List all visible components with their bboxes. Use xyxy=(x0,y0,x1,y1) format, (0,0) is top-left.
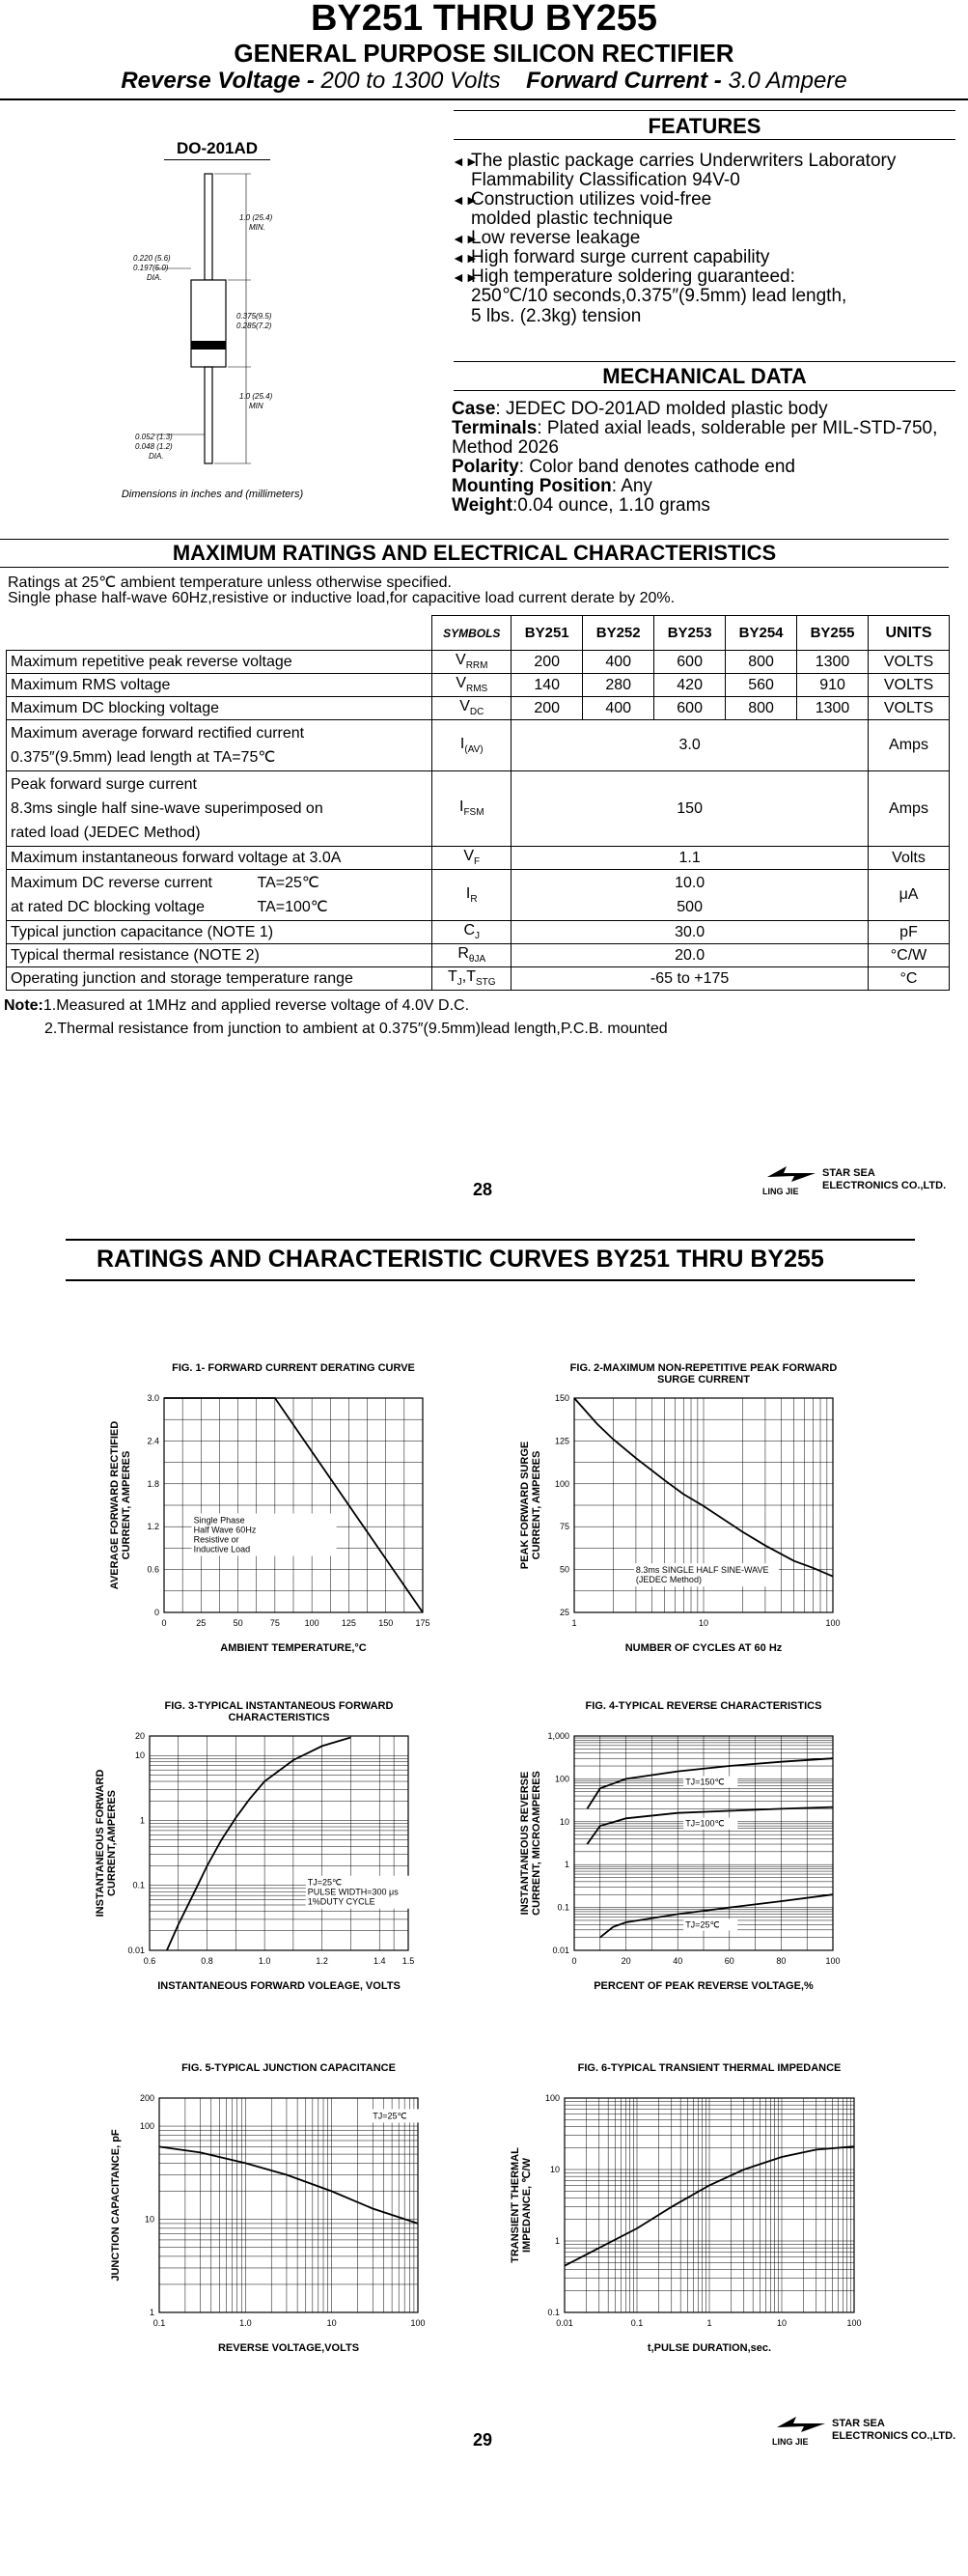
x-tick-label: 10 xyxy=(776,2318,788,2328)
x-axis-label: NUMBER OF CYCLES AT 60 Hz xyxy=(624,1642,783,1654)
x-tick-label: 175 xyxy=(415,1618,430,1628)
x-axis-label: INSTANTANEOUS FORWARD VOLEAGE, VOLTS xyxy=(157,1980,401,1992)
x-tick-label: 0 xyxy=(571,1956,577,1966)
dim-lead-dia-label: DIA. xyxy=(149,452,164,461)
dim-body-dia-2: 0.197(5.0) xyxy=(133,264,169,272)
series-line xyxy=(167,1738,351,1951)
page-title: BY251 THRU BY255 xyxy=(310,0,658,39)
table-row: Maximum instantaneous forward voltage at 3.0A $V_F$ 1.1 Volts xyxy=(7,847,950,870)
y-tick-label: 1 xyxy=(149,2308,154,2317)
chart-svg xyxy=(77,1352,463,1670)
y-tick-label: 1.8 xyxy=(147,1478,159,1489)
y-tick-label: 125 xyxy=(554,1436,569,1446)
chart-title: FIG. 5-TYPICAL JUNCTION CAPACITANCE xyxy=(181,2062,396,2074)
mech-rule-top xyxy=(454,361,955,362)
col-header: SYMBOLS xyxy=(432,616,512,651)
ratings-summary xyxy=(0,68,968,95)
x-tick-label: 100 xyxy=(825,1618,841,1628)
x-tick-label: 0.1 xyxy=(152,2318,166,2328)
x-tick-label: 0.1 xyxy=(630,2318,644,2328)
y-tick-label: 100 xyxy=(554,1774,569,1784)
x-tick-label: 25 xyxy=(196,1618,207,1628)
table-header-row xyxy=(7,616,950,651)
chart-fig2 xyxy=(487,1352,873,1670)
y-tick-label: 1 xyxy=(554,2236,560,2246)
feature-item: ◄► High temperature soldering guaranteed: xyxy=(452,266,795,287)
y-axis-label: AVERAGE FORWARD RECTIFIED xyxy=(109,1420,121,1590)
table-row: Typical junction capacitance (NOTE 1) $C_J$ 30.0 pF xyxy=(7,921,950,944)
page2-title-rule xyxy=(66,1279,915,1281)
y-axis-label: PEAK FORWARD SURGE xyxy=(519,1441,531,1570)
x-tick-label: 40 xyxy=(673,1956,683,1966)
chart-fig4 xyxy=(487,1690,873,2008)
x-tick-label: 75 xyxy=(269,1618,280,1628)
page-number: 28 xyxy=(472,1180,493,1199)
gridlines xyxy=(164,1398,423,1612)
logo-brand-2: ELECTRONICS CO.,LTD. xyxy=(822,1180,947,1191)
x-tick-label: 1.0 xyxy=(258,1956,271,1966)
annotation-text: Single Phase xyxy=(193,1515,245,1526)
x-tick-label: 0.01 xyxy=(556,2318,573,2328)
x-axis-label: PERCENT OF PEAK REVERSE VOLTAGE,% xyxy=(594,1980,814,1992)
y-tick-label: 25 xyxy=(559,1608,569,1617)
x-axis-label: t,PULSE DURATION,sec. xyxy=(647,2342,772,2354)
series-label: TJ=25℃ xyxy=(685,1919,720,1930)
table-row: Maximum average forward rectified current 0.375″(9.5mm) lead length at TA=75℃ $I_{(AV)}$ 3.0 Amps xyxy=(7,720,950,771)
chart-title: FIG. 2-MAXIMUM NON-REPETITIVE PEAK FORWARD xyxy=(569,1362,838,1374)
y-tick-label: 100 xyxy=(139,2121,154,2132)
dim-body-length-1: 0.375(9.5) xyxy=(236,312,272,321)
logo-brand-1: STAR SEA xyxy=(822,1167,875,1179)
y-axis-label: IMPEDANCE, ℃/W xyxy=(521,2158,533,2253)
x-tick-label: 100 xyxy=(410,2318,426,2328)
y-tick-label: 100 xyxy=(554,1478,569,1489)
x-tick-label: 1 xyxy=(706,2318,712,2328)
y-tick-label: 0 xyxy=(153,1608,159,1617)
y-tick-label: 0.1 xyxy=(547,2308,560,2317)
x-tick-label: 100 xyxy=(846,2318,862,2328)
mechanical-title: MECHANICAL DATA xyxy=(602,364,807,388)
logo-mark-icon xyxy=(772,2414,830,2435)
bullet-arrow-icon: ◄► xyxy=(452,231,479,246)
bullet-arrow-icon: ◄► xyxy=(452,192,479,208)
chart-title: FIG. 6-TYPICAL TRANSIENT THERMAL IMPEDANCE xyxy=(577,2062,842,2074)
dim-body-dia-1: 0.220 (5.6) xyxy=(133,254,171,263)
reverse-voltage-label: Reverse Voltage - xyxy=(121,68,315,94)
col-header: BY255 xyxy=(797,616,869,651)
feature-item: ◄► Low reverse leakage xyxy=(452,228,641,248)
x-tick-label: 50 xyxy=(233,1618,243,1628)
bullet-arrow-icon: ◄► xyxy=(452,154,479,169)
x-tick-label: 60 xyxy=(724,1956,734,1966)
logo-sub: LING JIE xyxy=(762,1187,799,1196)
company-logo xyxy=(762,1163,965,1202)
x-axis-label: AMBIENT TEMPERATURE,°C xyxy=(220,1642,367,1654)
mech-rule xyxy=(454,390,955,391)
logo-brand-2: ELECTRONICS CO.,LTD. xyxy=(832,2430,956,2442)
ratings-rule-top xyxy=(0,539,949,540)
features-rule xyxy=(454,139,955,140)
x-tick-label: 0 xyxy=(161,1618,167,1628)
annotation-text: Resistive or xyxy=(193,1534,239,1545)
series-line xyxy=(159,2146,418,2224)
company-logo-2 xyxy=(772,2414,965,2452)
forward-current-label: Forward Current - xyxy=(526,68,722,94)
dim-body-length-2: 0.285(7.2) xyxy=(236,322,272,330)
logo-mark-icon xyxy=(762,1163,820,1185)
table-row: Operating junction and storage temperature range $T_J,T_{STG}$ -65 to +175 °C xyxy=(7,967,950,991)
x-tick-label: 80 xyxy=(776,1956,787,1966)
y-tick-label: 1 xyxy=(564,1860,569,1870)
ratings-rule xyxy=(0,567,949,568)
y-axis-label: INSTANTANEOUS FORWARD xyxy=(95,1769,106,1918)
package-name-underline xyxy=(164,159,270,160)
x-tick-label: 10 xyxy=(326,2318,337,2328)
y-axis-label: CURRENT,AMPERES xyxy=(106,1789,118,1897)
page2-title-rule-top xyxy=(66,1239,915,1241)
y-tick-label: 10 xyxy=(549,2165,560,2174)
y-tick-label: 50 xyxy=(559,1564,569,1575)
x-axis-label: REVERSE VOLTAGE,VOLTS xyxy=(217,2342,360,2354)
y-axis-label: JUNCTION CAPACITANCE, pF xyxy=(110,2129,122,2282)
dim-lead-dia-1: 0.052 (1.3) xyxy=(135,433,173,441)
dim-lead-length-2: 1.0 (25.4) xyxy=(239,392,273,401)
y-axis-label: TRANSIENT THERMAL xyxy=(510,2147,521,2263)
y-tick-label: 150 xyxy=(554,1393,569,1403)
plot-frame xyxy=(150,1736,408,1950)
table-row: Peak forward surge current 8.3ms single half sine-wave superimposed on rated load (JEDEC Method) $I_{FSM}$ 150 Amps xyxy=(7,771,950,847)
y-tick-label: 10 xyxy=(144,2214,154,2225)
chart-fig3 xyxy=(77,1690,463,2008)
chart-title: FIG. 1- FORWARD CURRENT DERATING CURVE xyxy=(172,1362,415,1374)
chart-fig6 xyxy=(487,2052,873,2370)
y-tick-label: 1,000 xyxy=(547,1731,569,1741)
gridlines xyxy=(159,2098,418,2312)
col-header: BY254 xyxy=(726,616,797,651)
dim-lead-length: 1.0 (25.4) xyxy=(239,213,273,222)
annotation-text: 8.3ms SINGLE HALF SINE-WAVE xyxy=(635,1565,769,1576)
y-tick-label: 0.1 xyxy=(557,1902,569,1913)
bullet-arrow-icon: ◄► xyxy=(452,269,479,285)
x-tick-label: 0.6 xyxy=(143,1956,156,1966)
chart-svg xyxy=(77,2052,463,2370)
y-tick-label: 1.2 xyxy=(147,1522,159,1532)
logo-brand-1: STAR SEA xyxy=(832,2418,885,2429)
dim-lead-dia-2: 0.048 (1.2) xyxy=(135,442,173,451)
y-tick-label: 1 xyxy=(139,1815,145,1826)
y-axis-label: CURRENT, AMPERES xyxy=(531,1450,542,1560)
package-caption: Dimensions in inches and (millimeters) xyxy=(121,489,304,500)
logo-sub: LING JIE xyxy=(772,2437,809,2447)
chart-title: SURGE CURRENT xyxy=(657,1374,750,1386)
annotation-text: (JEDEC Method) xyxy=(635,1575,702,1585)
feature-item: ◄► High forward surge current capability xyxy=(452,247,770,267)
x-tick-label: 100 xyxy=(825,1956,841,1966)
y-tick-label: 0.01 xyxy=(552,1946,569,1955)
y-tick-label: 20 xyxy=(134,1731,145,1741)
x-tick-label: 20 xyxy=(621,1956,631,1966)
feature-item: ◄► Construction utilizes void-free molded plastic technique xyxy=(452,189,712,229)
feature-item: ◄► The plastic package carries Underwriters Laboratory Flammability Classification 94V-0 xyxy=(452,151,897,190)
col-header: BY253 xyxy=(654,616,726,651)
cathode-band xyxy=(191,341,226,350)
features-title: FEATURES xyxy=(648,114,761,138)
chart-title: FIG. 4-TYPICAL REVERSE CHARACTERISTICS xyxy=(585,1700,822,1712)
col-header: BY251 xyxy=(512,616,583,651)
ratings-table xyxy=(6,615,950,991)
forward-current-value: 3.0 Ampere xyxy=(728,68,847,94)
x-tick-label: 0.8 xyxy=(201,1956,213,1966)
chart-fig1 xyxy=(77,1352,463,1670)
ratings-note-1: Ratings at 25℃ ambient temperature unless otherwise specified. xyxy=(8,574,452,591)
col-header: BY252 xyxy=(583,616,654,651)
annotation-text: Half Wave 60Hz xyxy=(193,1525,257,1535)
y-tick-label: 10 xyxy=(134,1750,145,1761)
x-tick-label: 100 xyxy=(304,1618,319,1628)
annotation-text: TJ=25℃ xyxy=(373,2111,407,2121)
gridlines xyxy=(565,2098,854,2312)
col-header: UNITS xyxy=(869,616,950,651)
x-tick-label: 1.4 xyxy=(373,1956,386,1966)
bullet-arrow-icon: ◄► xyxy=(452,250,479,266)
header-rule xyxy=(0,98,968,100)
x-tick-label: 1.5 xyxy=(401,1956,415,1966)
y-axis-label: INSTANTANEOUS REVERSE xyxy=(519,1771,531,1916)
features-rule-top xyxy=(454,110,955,111)
diode-body xyxy=(191,280,226,367)
x-tick-label: 1.0 xyxy=(239,2318,252,2328)
package-name: DO-201AD xyxy=(176,139,259,157)
annotation-text: TJ=25℃ xyxy=(307,1877,343,1888)
chart-svg xyxy=(487,1690,873,2008)
dim-body-dia-label: DIA. xyxy=(147,273,162,282)
series-label: TJ=150℃ xyxy=(685,1777,725,1787)
y-axis-label: CURRENT, MICROAMPERES xyxy=(531,1771,542,1916)
x-tick-label: 1.2 xyxy=(316,1956,328,1966)
chart-title: CHARACTERISTICS xyxy=(228,1712,330,1723)
dim-lead-min-2: MIN xyxy=(249,402,263,410)
table-row: Maximum DC blocking voltage $V_{DC}$ 200 400 600 800 1300 VOLTS xyxy=(7,697,950,720)
y-tick-label: 75 xyxy=(559,1522,569,1532)
features-list xyxy=(452,152,958,287)
x-tick-label: 10 xyxy=(698,1618,709,1628)
chart-title: FIG. 3-TYPICAL INSTANTANEOUS FORWARD xyxy=(164,1700,394,1712)
table-row: Maximum RMS voltage $V_{RMS}$ 140 280 420 560 910 VOLTS xyxy=(7,674,950,697)
reverse-voltage-value: 200 to 1300 Volts xyxy=(320,68,501,94)
y-tick-label: 0.1 xyxy=(132,1880,145,1890)
y-tick-label: 2.4 xyxy=(147,1436,159,1446)
chart-svg xyxy=(487,1352,873,1670)
bottom-lead xyxy=(205,367,212,463)
gridlines xyxy=(150,1736,408,1950)
notes: Note:1.Measured at 1MHz and applied reverse voltage of 4.0V D.C. 2.Thermal resistance from junction to ambient at 0.375″(9.5mm)lead length,P.C.B. mounted xyxy=(4,997,668,1037)
table-row: Maximum DC reverse current TA=25℃ at rated DC blocking voltage TA=100℃ $I_R$ 10.0 500 μA xyxy=(7,870,950,921)
series-line xyxy=(600,1894,833,1937)
ratings-title: MAXIMUM RATINGS AND ELECTRICAL CHARACTERISTICS xyxy=(172,541,777,565)
dim-lead-min: MIN. xyxy=(249,223,265,232)
chart-svg xyxy=(77,1690,463,2008)
table-row: Typical thermal resistance (NOTE 2) $R_{\theta JA}$ 20.0 °C/W xyxy=(7,944,950,967)
y-axis-label: CURRENT, AMPERES xyxy=(121,1450,132,1560)
mechanical-data: Case: JEDEC DO-201AD molded plastic body Terminals: Plated axial leads, solderable per MIL-STD-750, Method 2026 Polarity: Color band denotes cathode end Mounting Position: Any Weight:0.04 ounce, 1.10 grams xyxy=(452,399,938,516)
x-tick-label: 1 xyxy=(571,1618,577,1628)
y-tick-label: 0.01 xyxy=(127,1946,145,1955)
solder-detail: 250℃/10 seconds,0.375″(9.5mm) lead length, 5 lbs. (2.3kg) tension xyxy=(471,286,847,326)
y-tick-label: 200 xyxy=(139,2093,154,2103)
page-subtitle: GENERAL PURPOSE SILICON RECTIFIER xyxy=(234,39,734,68)
page2-title: RATINGS AND CHARACTERISTIC CURVES BY251 THRU BY255 xyxy=(97,1246,824,1273)
table-row: Maximum repetitive peak reverse voltage $V_{RRM}$ 200 400 600 800 1300 VOLTS xyxy=(7,651,950,674)
page-number-2: 29 xyxy=(472,2430,493,2450)
annotation-text: PULSE WIDTH=300 μs xyxy=(307,1887,399,1897)
chart-fig5 xyxy=(77,2052,463,2370)
y-tick-label: 0.6 xyxy=(147,1564,159,1575)
y-tick-label: 100 xyxy=(544,2093,560,2103)
top-lead xyxy=(205,174,212,280)
x-tick-label: 125 xyxy=(341,1618,356,1628)
ratings-note-2: Single phase half-wave 60Hz,resistive or inductive load,for capacitive load current derate by 20%. xyxy=(8,590,676,606)
y-tick-label: 10 xyxy=(559,1816,569,1827)
chart-svg xyxy=(487,2052,873,2370)
series-label: TJ=100℃ xyxy=(685,1818,725,1829)
package-outline-drawing xyxy=(97,164,328,483)
annotation-text: Inductive Load xyxy=(193,1544,251,1554)
annotation-text: 1%DUTY CYCLE xyxy=(307,1896,375,1907)
y-tick-label: 3.0 xyxy=(147,1393,159,1403)
x-tick-label: 150 xyxy=(378,1618,394,1628)
